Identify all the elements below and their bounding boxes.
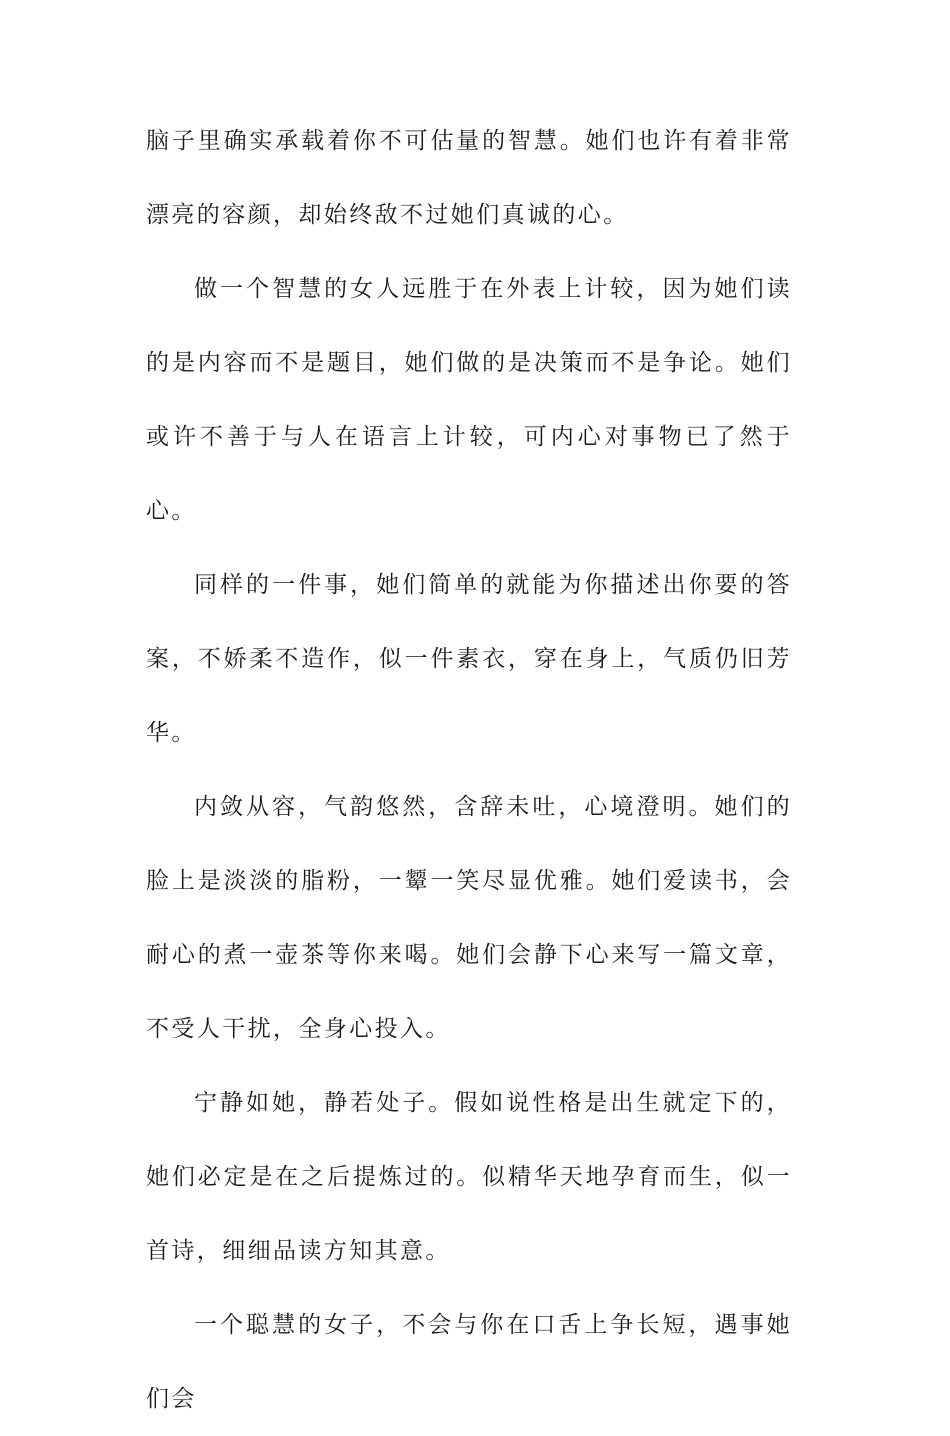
paragraph-2: 做一个智慧的女人远胜于在外表上计较，因为她们读的是内容而不是题目，她们做的是决策而不是争论。她们或许不善于与人在语言上计较，可内心对事物已了然于心。 <box>146 276 792 524</box>
document-body <box>146 104 792 1436</box>
paragraph-5: 宁静如她，静若处子。假如说性格是出生就定下的，她们必定是在之后提炼过的。似精华天地孕育而生，似一首诗，细细品读方知其意。 <box>146 1090 792 1264</box>
paragraph-4: 内敛从容，气韵悠然，含辞未吐，心境澄明。她们的脸上是淡淡的脂粉，一颦一笑尽显优雅。她们爱读书，会耐心的煮一壶茶等你来喝。她们会静下心来写一篇文章，不受人干扰，全身心投入。 <box>146 794 792 1042</box>
paragraph-3: 同样的一件事，她们简单的就能为你描述出你要的答案，不娇柔不造作，似一件素衣，穿在身上，气质仍旧芳华。 <box>146 572 792 746</box>
paragraph-1: 脑子里确实承载着你不可估量的智慧。她们也许有着非常漂亮的容颜，却始终敌不过她们真诚的心。 <box>146 128 792 228</box>
paragraph-6: 一个聪慧的女子，不会与你在口舌上争长短，遇事她们会 <box>146 1312 792 1412</box>
